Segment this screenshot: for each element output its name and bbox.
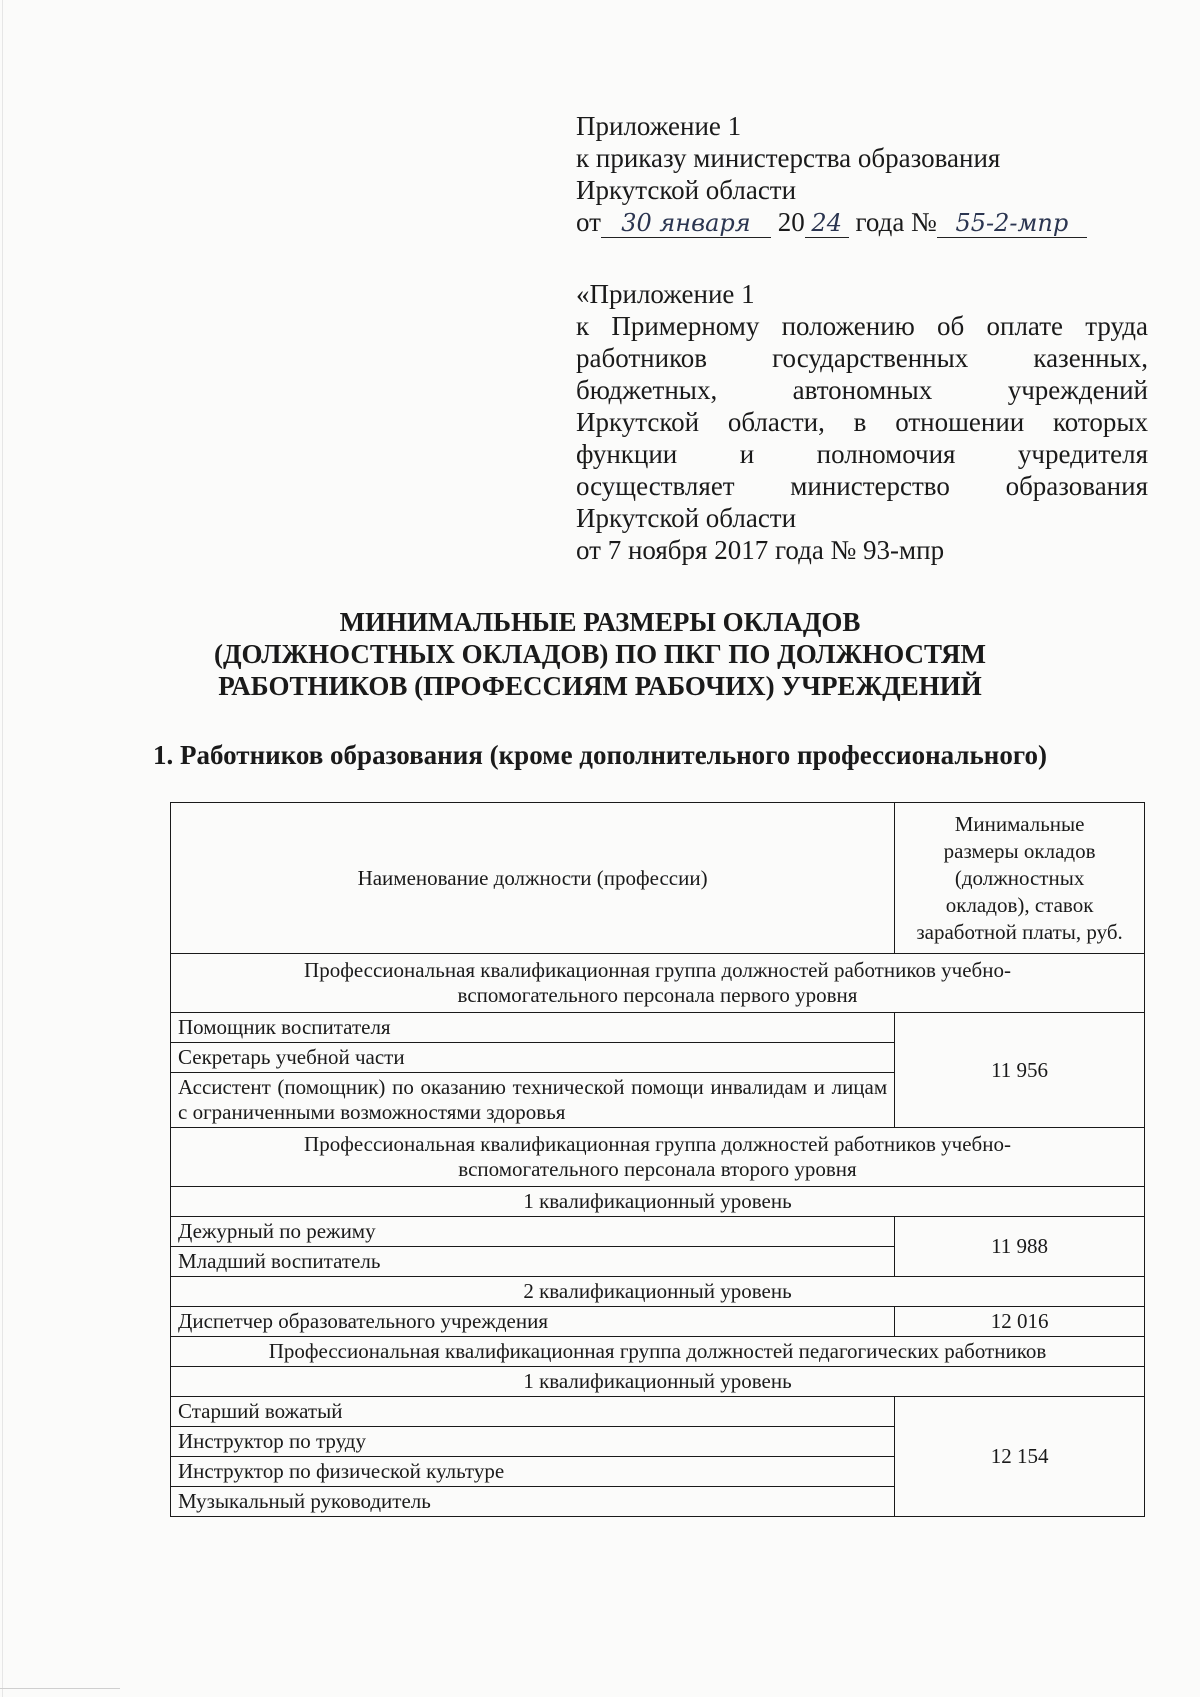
- position-name: Диспетчер образовательного учреждения: [171, 1307, 895, 1337]
- quote-line-2: работников государственных казенных,: [576, 343, 1148, 373]
- group-title: Профессиональная квалификационная группа должностей педагогических работников: [171, 1337, 1145, 1367]
- position-name: Инструктор по труду: [171, 1427, 895, 1457]
- header-position-name: Наименование должности (профессии): [171, 803, 895, 954]
- from-label: от: [576, 207, 601, 237]
- handwritten-year: 24: [805, 209, 849, 238]
- appendix-line-2: к приказу министерства образования: [576, 143, 1001, 173]
- table-row: [171, 1217, 1145, 1247]
- group-row: [171, 1128, 1145, 1187]
- title-line-1: МИНИМАЛЬНЫЕ РАЗМЕРЫ ОКЛАДОВ: [339, 607, 861, 637]
- group-row: [171, 954, 1145, 1013]
- group-title: Профессиональная квалификационная группа должностей работников учебно-вспомогательного персонала первого уровня: [171, 954, 1145, 1013]
- quote-line-date: от 7 ноября 2017 года № 93-мпр: [576, 535, 945, 565]
- quote-line-region: Иркутской области: [576, 503, 797, 533]
- handwritten-number: 55-2-мпр: [937, 209, 1087, 238]
- year-prefix: 20: [777, 207, 805, 237]
- appendix-date-line: [576, 206, 1136, 238]
- section-heading: 1. Работников образования (кроме дополнительного профессионального): [153, 740, 1047, 770]
- salary-table: [170, 802, 1145, 1517]
- header-value-line: заработной платы, руб.: [916, 919, 1123, 944]
- quote-line-4: Иркутской области, в отношении которых: [576, 407, 1148, 437]
- header-value-line: окладов), ставок: [945, 892, 1094, 917]
- position-name: Младший воспитатель: [171, 1247, 895, 1277]
- appendix-line-1: Приложение 1: [576, 111, 742, 141]
- position-name: Инструктор по физической культуре: [171, 1457, 895, 1487]
- salary-value: 11 956: [895, 1013, 1145, 1128]
- salary-value: 12 154: [895, 1397, 1145, 1517]
- position-name: Музыкальный руководитель: [171, 1487, 895, 1517]
- group-row: [171, 1337, 1145, 1367]
- level-row: [171, 1187, 1145, 1217]
- table-row: [171, 1397, 1145, 1427]
- position-name: Старший вожатый: [171, 1397, 895, 1427]
- position-name: Помощник воспитателя: [171, 1013, 895, 1043]
- position-name: Ассистент (помощник) по оказанию технической помощи инвалидам и лицам с ограниченными возможностями здоровья: [171, 1073, 895, 1128]
- level-row: [171, 1277, 1145, 1307]
- salary-value: 11 988: [895, 1217, 1145, 1277]
- appendix-regulation-reference: [576, 278, 1148, 566]
- qualification-level: 1 квалификационный уровень: [171, 1187, 1145, 1217]
- scan-bottom-line: [0, 1688, 120, 1689]
- title-line-3: РАБОТНИКОВ (ПРОФЕССИЯМ РАБОЧИХ) УЧРЕЖДЕНИЙ: [218, 671, 982, 701]
- header-value-line: Минимальные: [954, 811, 1085, 836]
- table-row: [171, 1013, 1145, 1043]
- document-title: [60, 606, 1140, 702]
- quote-title: «Приложение 1: [576, 279, 755, 309]
- appendix-order-reference: [576, 110, 1136, 238]
- header-min-salary: [895, 803, 1145, 954]
- appendix-line-3: Иркутской области: [576, 175, 797, 205]
- salary-value: 12 016: [895, 1307, 1145, 1337]
- header-value-line: (должностных: [954, 865, 1085, 890]
- header-value-line: размеры окладов: [943, 838, 1096, 863]
- level-row: [171, 1367, 1145, 1397]
- table-header-row: [171, 803, 1145, 954]
- quote-line-3: бюджетных, автономных учреждений: [576, 375, 1148, 405]
- quote-line-6: осуществляет министерство образования: [576, 471, 1148, 501]
- quote-line-5: функции и полномочия учредителя: [576, 439, 1148, 469]
- position-name: Дежурный по режиму: [171, 1217, 895, 1247]
- handwritten-date: 30 января: [601, 209, 771, 238]
- quote-line-1: к Примерному положению об оплате труда: [576, 311, 1148, 341]
- table-row: [171, 1307, 1145, 1337]
- position-name: Секретарь учебной части: [171, 1043, 895, 1073]
- title-line-2: (ДОЛЖНОСТНЫХ ОКЛАДОВ) ПО ПКГ ПО ДОЛЖНОСТЯМ: [213, 639, 987, 669]
- group-title: Профессиональная квалификационная группа должностей работников учебно-вспомогательного персонала второго уровня: [171, 1128, 1145, 1187]
- qualification-level: 2 квалификационный уровень: [171, 1277, 1145, 1307]
- scan-edge-line: [2, 0, 3, 1697]
- qualification-level: 1 квалификационный уровень: [171, 1367, 1145, 1397]
- year-label: года №: [855, 207, 937, 237]
